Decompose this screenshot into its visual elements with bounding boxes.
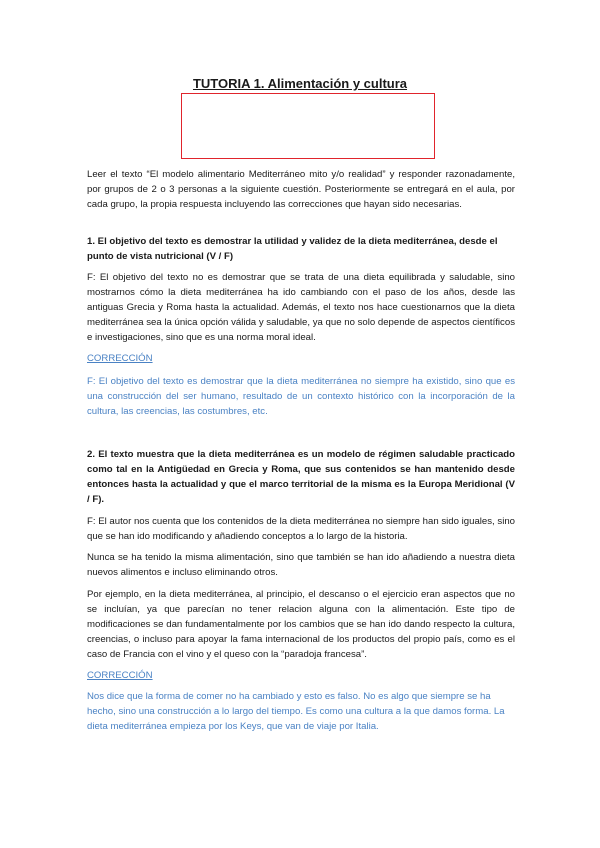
correction-label-2: CORRECCIÓN xyxy=(87,670,153,681)
question-2: 2. El texto muestra que la dieta mediterránea es un modelo de régimen saludable practicado como tal en la Antigüedad en Grecia y Roma, que sus contenidos se han mantenido desde entonces hasta la actualidad y que el marco territorial de la misma es la Europa Meridional (V / F). xyxy=(87,449,515,505)
document-title: TUTORIA 1. Alimentación y cultura xyxy=(192,76,408,91)
answer-2-paragraph-3: Por ejemplo, en la dieta mediterránea, al principio, el descanso o el ejercicio eran aspectos que no se incluían, ya que parecían no tener relacion alguna con la alimentación. Este tipo de modificaciones se dan fundamentalmente por los cambios que se han ido dando respecto la cultura, creencias, o incluso para apoyar la fama internacional de los productos del propio país, como es el caso de Francia con el vino y el queso con la “paradoja francesa”. xyxy=(87,589,515,660)
answer-2-paragraph-1: F: El autor nos cuenta que los contenidos de la dieta mediterránea no siempre han sido iguales, sino que se han ido modificando y añadiendo conceptos a lo largo de la historia. xyxy=(87,516,515,542)
correction-label-1: CORRECCIÓN xyxy=(87,353,153,364)
correction-1: F: El objetivo del texto es demostrar que la dieta mediterránea no siempre ha existido, sino que es una construcción del ser humano, resultado de un contexto histórico con la incorporación de la cultura, las creencias, las costumbres, etc. xyxy=(87,376,515,417)
answer-2-paragraph-2: Nunca se ha tenido la misma alimentación, sino que también se han ido añadiendo a nuestra dieta nuevos alimentos e incluso eliminando otros. xyxy=(87,552,515,578)
intro-paragraph: Leer el texto “El modelo alimentario Mediterráneo mito y/o realidad” y responder razonadamente, por grupos de 2 o 3 personas a la siguiente cuestión. Posteriormente se entregará en el aula, por cada grupo, la propia respuesta incluyendo las correcciones que hayan sido necesarias. xyxy=(87,169,515,210)
correction-2: Nos dice que la forma de comer no ha cambiado y esto es falso. No es algo que siempre se ha hecho, sino una construcción a lo largo del tiempo. Es como una cultura a la que damos forma. La dieta mediterránea empieza por los Keys, que van de viaje por Italia. xyxy=(87,691,505,732)
question-1: 1. El objetivo del texto es demostrar la utilidad y validez de la dieta mediterránea, desde el punto de vista nutricional (V / F) xyxy=(87,236,498,262)
answer-1: F: El objetivo del texto no es demostrar que se trata de una dieta equilibrada y saludable, sino mostrarnos cómo la dieta mediterránea ha ido cambiando con el paso de los años, desde las antiguas Grecia y Roma hasta la actualidad. Además, el texto nos hace cuestionarnos que la dieta mediterránea sea la única opción válida y saludable, ya que no solo depende de aspectos científicos e investigaciones, sino que es una norma moral ideal. xyxy=(87,272,515,343)
red-frame-box xyxy=(181,93,435,159)
